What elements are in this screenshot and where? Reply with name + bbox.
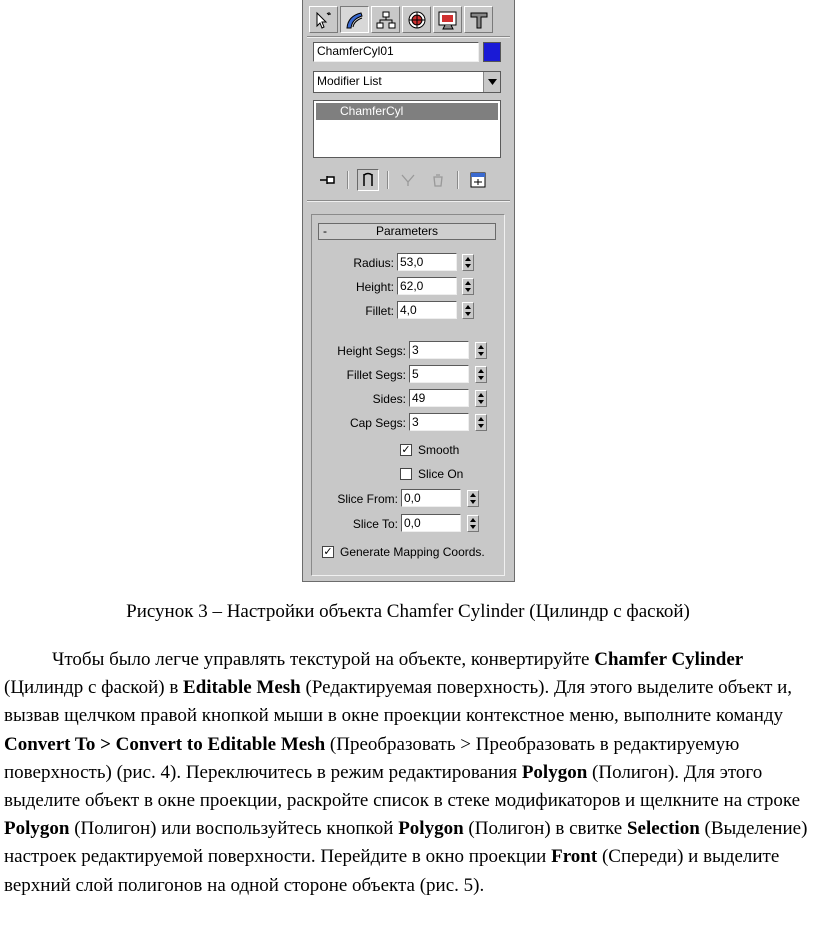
stack-item-chamfercyl[interactable]: ChamferCyl — [316, 103, 498, 120]
bold-term: Convert To > Convert to Editable Mesh — [4, 733, 326, 755]
param-label: Sides: — [372, 392, 406, 406]
parameters-rollout-header[interactable] — [318, 223, 496, 240]
param-label: Fillet Segs: — [346, 368, 406, 382]
checkbox-box[interactable] — [400, 444, 412, 456]
cap-segs-input[interactable]: 3 — [409, 413, 469, 431]
check-icon: ✓ — [401, 444, 411, 456]
modifier-list-label: Modifier List — [317, 74, 382, 88]
bold-term: Polygon — [4, 818, 70, 840]
collapse-icon: - — [323, 224, 327, 238]
generate-mapping-checkbox[interactable] — [322, 545, 485, 559]
text-run: (Полигон) в свитке — [463, 818, 627, 840]
modify-icon — [344, 10, 366, 30]
bold-term: Selection — [626, 818, 700, 840]
remove-modifier-button[interactable] — [427, 169, 449, 191]
bold-term: Editable Mesh — [183, 677, 301, 699]
param-row-sides — [312, 389, 406, 409]
fillet-input[interactable]: 4,0 — [397, 301, 457, 319]
fillet-segs-input[interactable]: 5 — [409, 365, 469, 383]
make-unique-icon — [399, 172, 417, 188]
stack-toolbar — [317, 168, 489, 192]
text-run: (Преобразовать > Преобразовать в редактируемую поверхность) (рис. 4). Переключитесь в режим редактирования — [4, 733, 740, 783]
panel-tabs — [309, 6, 493, 34]
param-row-fillet — [312, 301, 394, 321]
slice-on-checkbox[interactable] — [400, 467, 463, 481]
fillet-spinner[interactable] — [462, 302, 474, 319]
make-unique-button[interactable] — [397, 169, 419, 191]
divider — [387, 171, 389, 189]
modify-tab[interactable] — [340, 6, 369, 33]
bold-term: Polygon — [521, 761, 588, 783]
slice-from-input[interactable]: 0,0 — [401, 489, 461, 507]
utilities-icon — [468, 10, 490, 30]
checkbox-box[interactable] — [400, 468, 412, 480]
create-tab[interactable] — [309, 6, 338, 33]
slice-to-spinner[interactable] — [467, 515, 479, 532]
radius-spinner[interactable] — [462, 254, 474, 271]
trash-icon — [431, 172, 445, 188]
end-result-icon — [361, 172, 375, 188]
sides-spinner[interactable] — [475, 390, 487, 407]
height-input[interactable]: 62,0 — [397, 277, 457, 295]
param-label: Height: — [355, 280, 394, 294]
body-paragraph — [4, 646, 812, 900]
slice-to-input[interactable]: 0,0 — [401, 514, 461, 532]
paragraph-text — [4, 646, 812, 900]
command-panel — [302, 0, 515, 582]
param-row-radius — [312, 253, 394, 273]
create-icon — [313, 10, 335, 30]
text-run: (Полигон) или воспользуйтесь кнопкой — [69, 818, 399, 840]
param-row-height — [312, 277, 394, 297]
checkbox-label: Smooth — [418, 443, 460, 457]
hierarchy-icon — [375, 10, 397, 30]
pin-icon — [318, 174, 338, 186]
bold-term: Chamfer Cylinder — [594, 649, 744, 670]
motion-tab[interactable] — [402, 6, 431, 33]
hierarchy-tab[interactable] — [371, 6, 400, 33]
param-row-fillet-segs — [312, 365, 406, 385]
parameters-rollout — [311, 214, 505, 576]
height-segs-spinner[interactable] — [475, 342, 487, 359]
paragraph-runs — [4, 649, 807, 896]
radius-input[interactable]: 53,0 — [397, 253, 457, 271]
param-row-cap-segs — [312, 413, 406, 433]
param-row-slice-to — [312, 514, 398, 534]
param-label: Radius: — [353, 256, 394, 270]
text-run: (Спереди) и выделите верхний слой полигонов на одной стороне объекта (рис. 5). — [4, 846, 780, 896]
cap-segs-spinner[interactable] — [475, 414, 487, 431]
param-row-slice-from — [312, 489, 398, 509]
object-name-field[interactable]: ChamferCyl01 — [313, 42, 479, 62]
bold-term: Polygon — [398, 818, 464, 840]
bold-term: Front — [551, 846, 598, 868]
slice-from-spinner[interactable] — [467, 490, 479, 507]
display-tab[interactable] — [433, 6, 462, 33]
display-icon — [437, 10, 459, 30]
show-end-result-button[interactable] — [357, 169, 379, 191]
smooth-checkbox[interactable] — [400, 443, 459, 457]
text-run: (Редактируемая поверхность). Для этого выделите объект и, вызвав щелчком правой кнопкой мыши в окне проекции контекстное меню, выполните команду — [4, 677, 793, 727]
param-label: Height Segs: — [337, 344, 406, 358]
modifier-stack[interactable] — [313, 100, 501, 158]
param-label: Slice To: — [352, 517, 398, 531]
checkbox-box[interactable] — [322, 546, 334, 558]
divider — [307, 36, 510, 38]
sides-input[interactable]: 49 — [409, 389, 469, 407]
text-run: (Выделение) настроек редактируемой поверхности. Перейдите в окно проекции — [4, 818, 808, 868]
divider — [347, 171, 349, 189]
rollout-title: Parameters — [375, 224, 439, 238]
object-color-swatch[interactable] — [483, 42, 501, 62]
text-run: (Полигон). Для этого выделите объект в окне проекции, раскройте список в стеке модификаторов и щелкните на строке — [4, 761, 801, 812]
checkbox-label: Slice On — [418, 467, 464, 481]
text-run: Чтобы было легче управлять текстурой на объекте, конвертируйте — [52, 649, 595, 670]
pin-stack-button[interactable] — [317, 169, 339, 191]
height-spinner[interactable] — [462, 278, 474, 295]
modifier-list-dropdown[interactable] — [313, 71, 501, 93]
text-run: (Цилиндр с фаской) в — [4, 677, 184, 699]
param-label: Slice From: — [337, 492, 398, 506]
configure-modifier-sets-button[interactable] — [467, 169, 489, 191]
divider — [457, 171, 459, 189]
param-row-height-segs — [312, 341, 406, 361]
param-label: Cap Segs: — [349, 416, 406, 430]
configure-icon — [470, 172, 486, 188]
utilities-tab[interactable] — [464, 6, 493, 33]
height-segs-input[interactable]: 3 — [409, 341, 469, 359]
checkbox-label: Generate Mapping Coords. — [340, 545, 485, 559]
chevron-down-icon[interactable] — [483, 72, 500, 92]
fillet-segs-spinner[interactable] — [475, 366, 487, 383]
param-label: Fillet: — [365, 304, 394, 318]
check-icon: ✓ — [323, 546, 333, 558]
divider — [307, 200, 510, 202]
figure-caption: Рисунок 3 – Настройки объекта Chamfer Cylinder (Цилиндр с фаской) — [126, 601, 690, 622]
motion-icon — [406, 10, 428, 30]
